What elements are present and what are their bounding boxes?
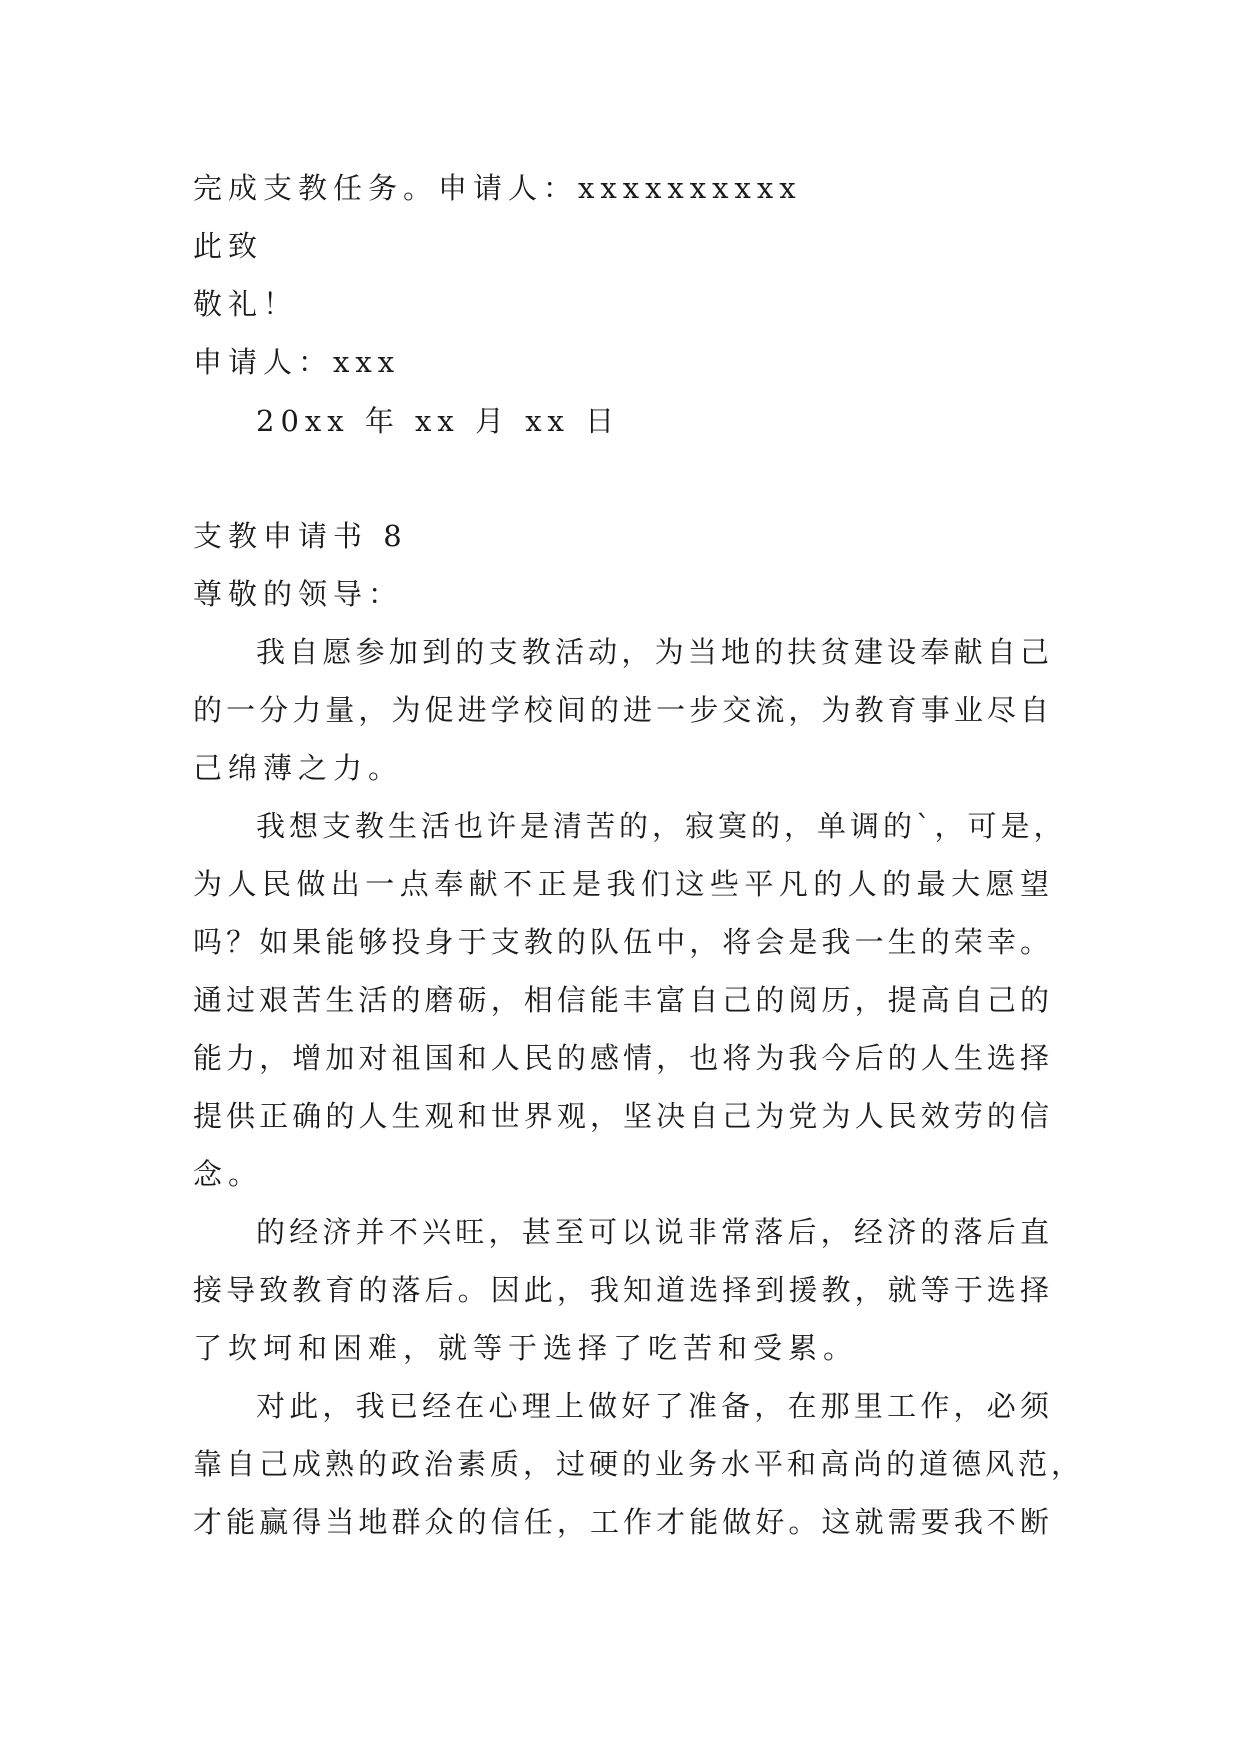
paragraph-line: 对此，我已经在心理上做好了准备，在那里工作，必须	[256, 1389, 1053, 1423]
paragraph-line: 为人民做出一点奉献不正是我们这些平凡的人的最大愿望	[193, 867, 1053, 901]
paragraph-line: 接导致教育的落后。因此，我知道选择到援教，就等于选择	[193, 1273, 1053, 1307]
paragraph-line: 靠自己成熟的政治素质，过硬的业务水平和高尚的道德风范，	[193, 1447, 1085, 1481]
paragraph-line: 的经济并不兴旺，甚至可以说非常落后，经济的落后直	[256, 1215, 1053, 1249]
paragraph-line: 提供正确的人生观和世界观，坚决自己为党为人民效劳的信	[193, 1099, 1053, 1133]
paragraph-line: 了坎坷和困难，就等于选择了吃苦和受累。	[193, 1331, 859, 1365]
paragraph-line: 我想支教生活也许是清苦的，寂寞的，单调的`，可是，	[256, 809, 1067, 843]
paragraph-line: 才能赢得当地群众的信任，工作才能做好。这就需要我不断	[193, 1505, 1053, 1539]
closing-line: 完成支教任务。申请人：xxxxxxxxxx	[193, 171, 802, 205]
paragraph-line: 吗？如果能够投身于支教的队伍中，将会是我一生的荣幸。	[193, 925, 1053, 959]
paragraph-line: 能力，增加对祖国和人民的感情，也将为我今后的人生选择	[193, 1041, 1053, 1075]
paragraph-line: 念。	[193, 1157, 264, 1191]
paragraph-line: 我自愿参加到的支教活动，为当地的扶贫建设奉献自己	[256, 635, 1053, 669]
letter-title: 支教申请书 8	[193, 519, 408, 553]
paragraph-line: 己绵薄之力。	[193, 751, 404, 785]
salutation-line-2: 敬礼！	[193, 287, 299, 321]
paragraph-line: 的一分力量，为促进学校间的进一步交流，为教育事业尽自	[193, 693, 1053, 727]
salutation-line-1: 此致	[193, 229, 264, 263]
signer-line: 申请人：xxx	[193, 345, 401, 379]
paragraph-line: 通过艰苦生活的磨砺，相信能丰富自己的阅历，提高自己的	[193, 983, 1053, 1017]
date-line: 20xx 年 xx 月 xx 日	[256, 404, 621, 438]
letter-greeting: 尊敬的领导：	[193, 577, 404, 611]
